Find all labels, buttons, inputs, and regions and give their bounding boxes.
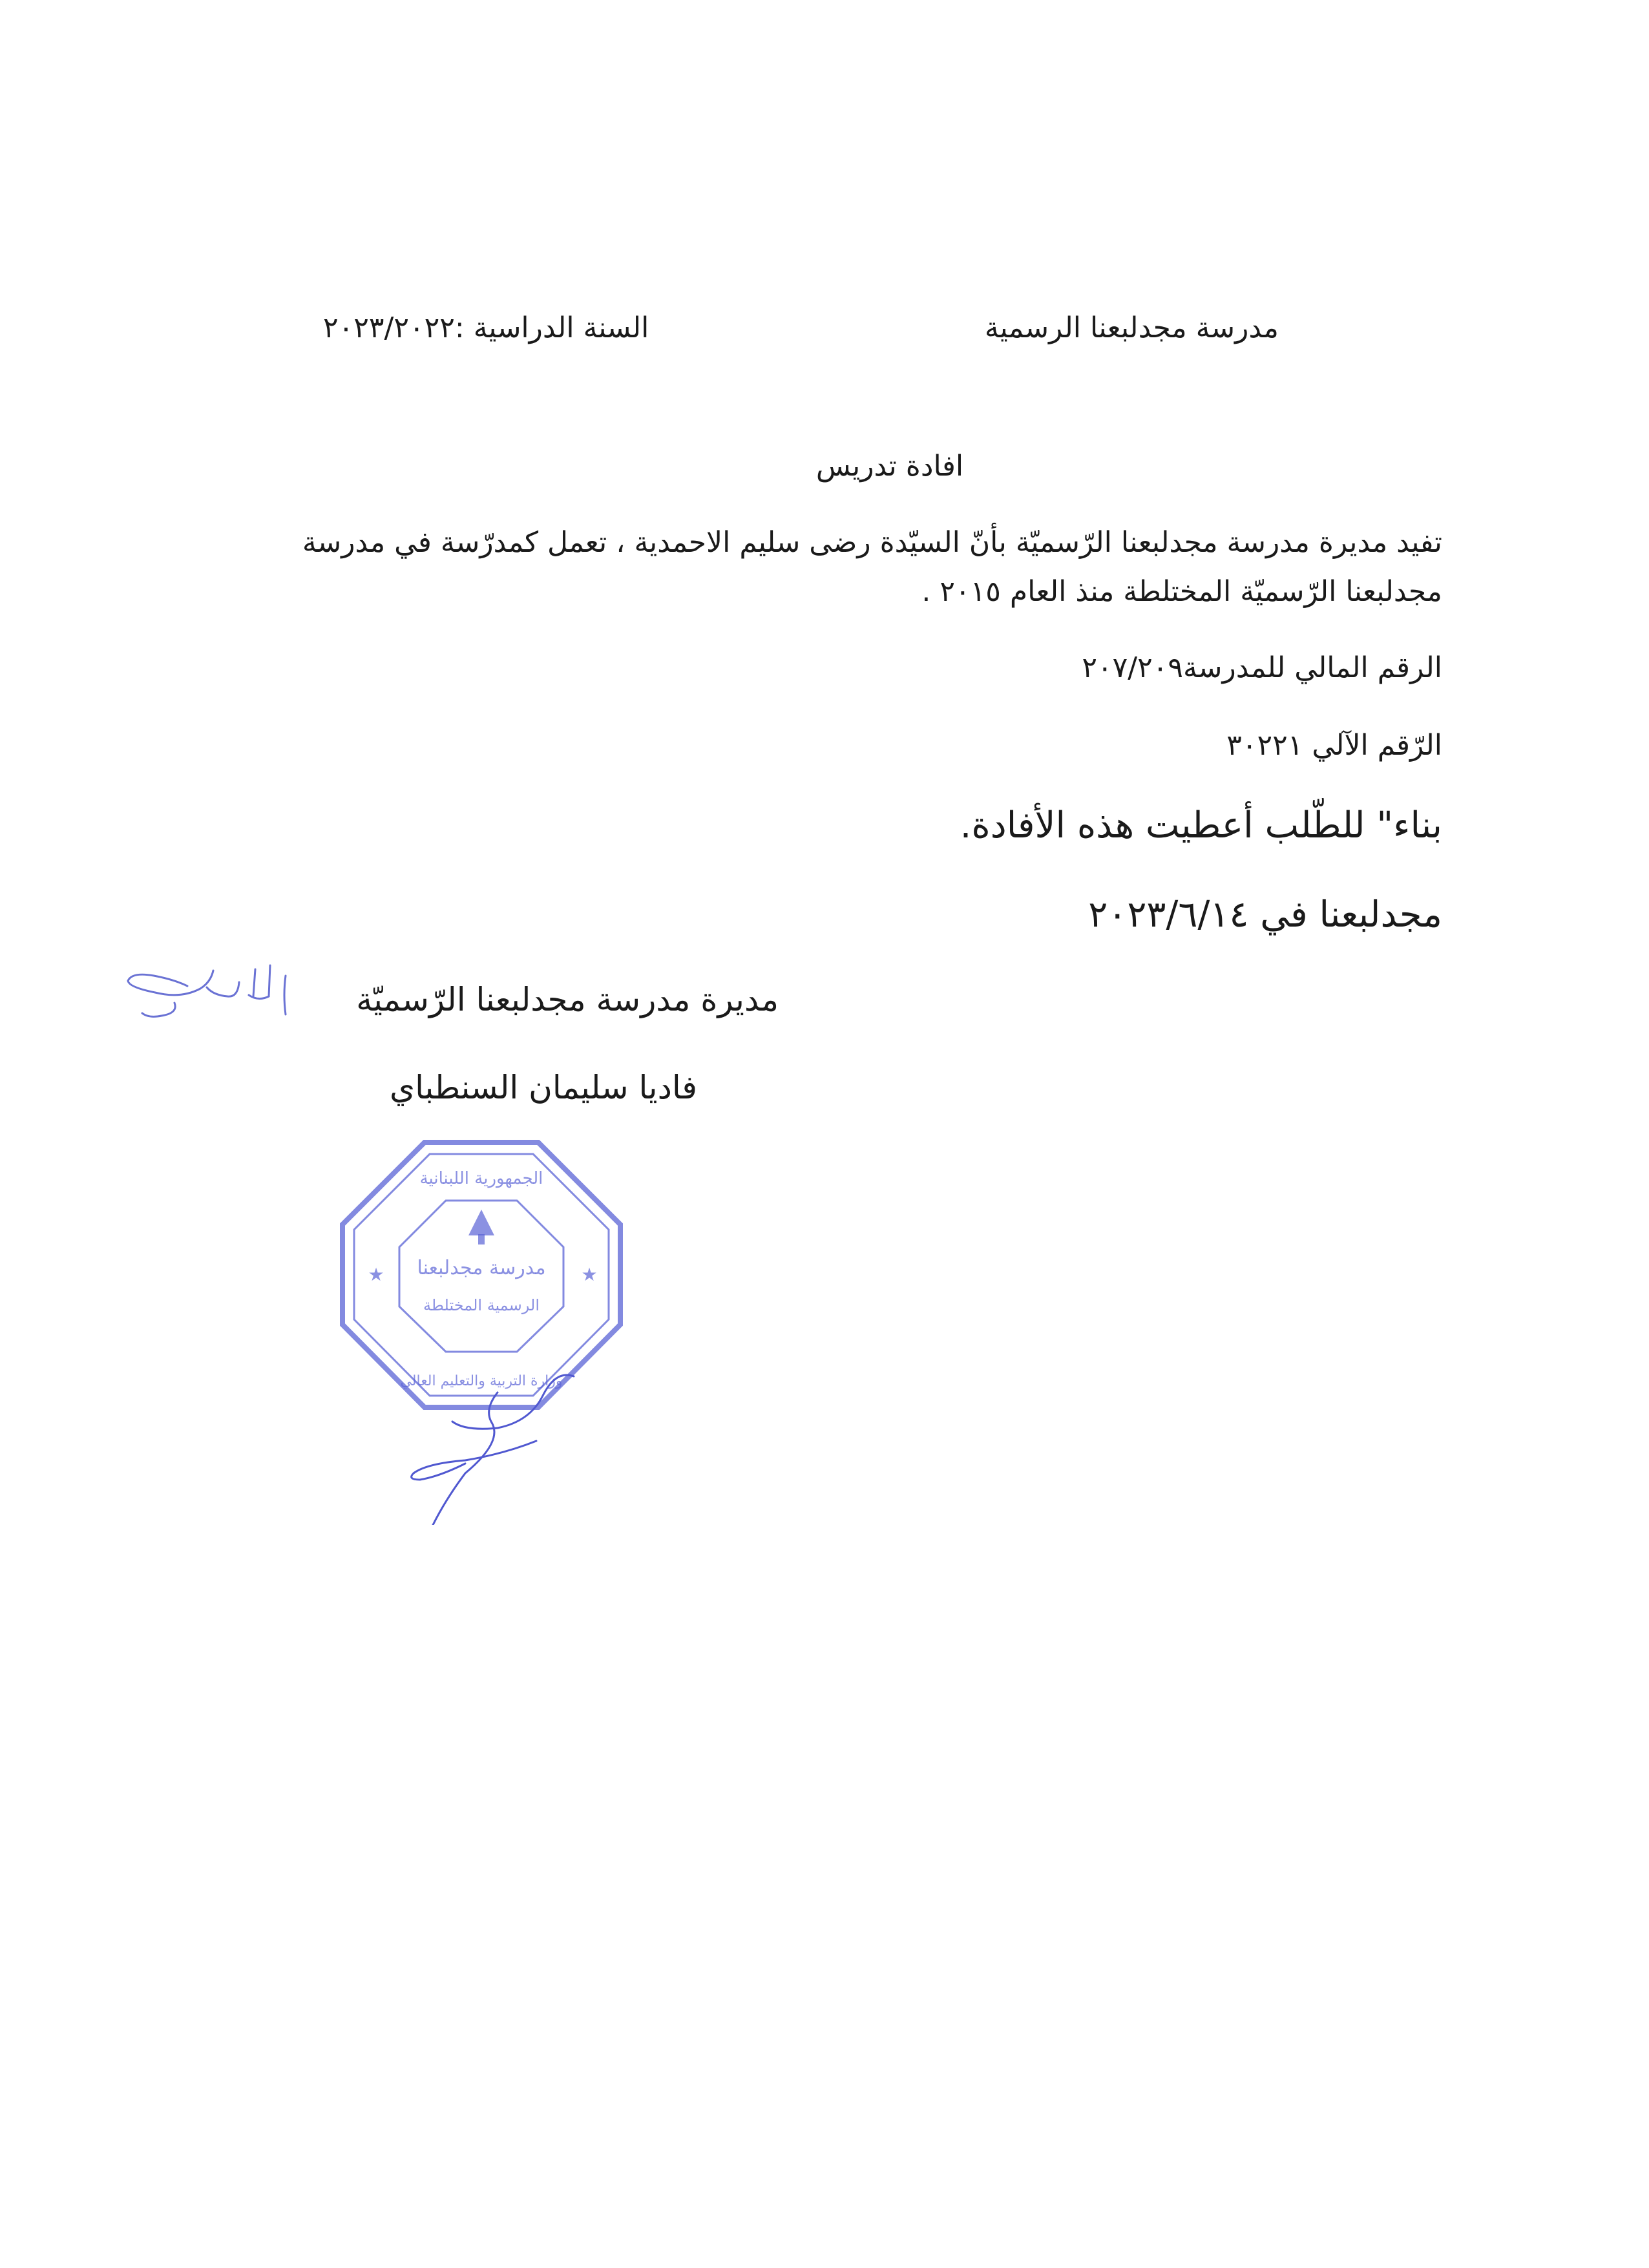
request-statement: بناء" للطّلب أعطيت هذه الأفادة. — [960, 804, 1442, 846]
handwritten-note — [116, 956, 304, 1027]
document-title: افادة تدريس — [815, 450, 964, 483]
school-name-header: مدرسة مجدلبعنا الرسمية — [984, 311, 1279, 344]
certificate-paragraph-line-1: تفيد مديرة مدرسة مجدلبعنا الرّسميّة بأنّ السيّدة رضى سليم الاحمدية ، تعمل كمدرّسة في مدرسة — [302, 526, 1442, 559]
director-title: مديرة مدرسة مجدلبعنا الرّسميّة — [356, 981, 779, 1018]
svg-text:★: ★ — [368, 1264, 384, 1285]
place-and-date: مجدلبعنا في ٢٠٢٣/٦/١٤ — [1088, 894, 1442, 936]
stamp-text-school: مدرسة مجدلبعنا — [417, 1257, 546, 1279]
svg-text:★: ★ — [581, 1264, 598, 1285]
stamp-text-mixed: الرسمية المختلطة — [423, 1296, 540, 1314]
official-stamp — [336, 1137, 633, 1525]
automated-number: الرّقم الآلي ٣٠٢٢١ — [1226, 729, 1442, 762]
stamp-text-bottom: وزارة التربية والتعليم العالي — [400, 1373, 563, 1389]
academic-year: السنة الدراسية :٢٠٢٣/٢٠٢٢ — [323, 311, 649, 344]
financial-number: الرقم المالي للمدرسة٢٠٧/٢٠٩ — [1082, 651, 1442, 684]
certificate-paragraph-line-2: مجدلبعنا الرّسميّة المختلطة منذ العام ٢٠١٥ . — [921, 575, 1442, 608]
director-name: فاديا سليمان السنطباي — [389, 1069, 697, 1106]
stamp-text-top: الجمهورية اللبنانية — [419, 1169, 543, 1188]
